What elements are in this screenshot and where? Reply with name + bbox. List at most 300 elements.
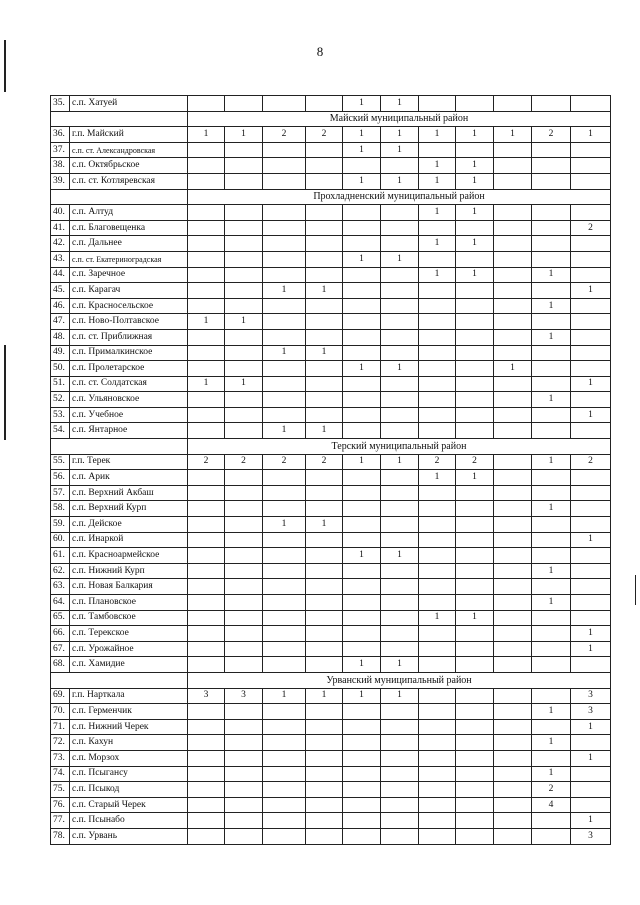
value-cell (456, 579, 494, 595)
settlement-name: с.п. Псынабо (70, 813, 188, 829)
value-cell (494, 407, 532, 423)
value-cell (571, 158, 611, 174)
value-cell (494, 782, 532, 798)
value-cell (494, 236, 532, 252)
district-empty-cell (51, 672, 188, 688)
value-cell (306, 782, 343, 798)
value-cell (263, 641, 306, 657)
value-cell (188, 251, 225, 267)
row-number: 61. (51, 548, 70, 564)
value-cell: 1 (494, 361, 532, 377)
district-header-row (51, 189, 611, 205)
value-cell: 3 (188, 688, 225, 704)
value-cell (306, 485, 343, 501)
value-cell (381, 704, 419, 720)
value-cell (571, 173, 611, 189)
value-cell (188, 595, 225, 611)
value-cell (494, 548, 532, 564)
value-cell: 1 (571, 532, 611, 548)
value-cell (306, 626, 343, 642)
value-cell (263, 267, 306, 283)
value-cell: 1 (571, 813, 611, 829)
value-cell (306, 267, 343, 283)
row-number: 72. (51, 735, 70, 751)
value-cell (494, 142, 532, 158)
value-cell (571, 392, 611, 408)
value-cell (263, 626, 306, 642)
settlement-name: с.п. Дейское (70, 517, 188, 533)
value-cell: 2 (532, 127, 571, 143)
value-cell: 3 (571, 704, 611, 720)
value-cell (456, 595, 494, 611)
value-cell: 2 (571, 454, 611, 470)
district-name: Прохладненский муниципальный район (188, 189, 611, 205)
value-cell (494, 750, 532, 766)
value-cell (381, 236, 419, 252)
value-cell (225, 407, 263, 423)
value-cell (263, 142, 306, 158)
value-cell (188, 501, 225, 517)
value-cell (532, 251, 571, 267)
table-row (51, 127, 611, 143)
value-cell (532, 828, 571, 844)
value-cell (532, 96, 571, 112)
table-row (51, 579, 611, 595)
value-cell (225, 766, 263, 782)
value-cell (188, 719, 225, 735)
value-cell (225, 142, 263, 158)
table-row (51, 595, 611, 611)
value-cell (456, 641, 494, 657)
value-cell (343, 298, 381, 314)
value-cell: 1 (571, 407, 611, 423)
settlement-name: с.п. Герменчик (70, 704, 188, 720)
value-cell: 1 (225, 314, 263, 330)
value-cell: 1 (381, 454, 419, 470)
value-cell (571, 236, 611, 252)
row-number: 68. (51, 657, 70, 673)
row-number: 62. (51, 563, 70, 579)
district-name: Терский муниципальный район (188, 439, 611, 455)
value-cell (456, 766, 494, 782)
table-row (51, 735, 611, 751)
value-cell: 1 (306, 283, 343, 299)
row-number: 51. (51, 376, 70, 392)
value-cell: 1 (456, 267, 494, 283)
value-cell (381, 517, 419, 533)
value-cell (225, 251, 263, 267)
value-cell (225, 735, 263, 751)
value-cell (456, 626, 494, 642)
value-cell (381, 407, 419, 423)
row-number: 46. (51, 298, 70, 314)
value-cell: 1 (571, 283, 611, 299)
value-cell (456, 563, 494, 579)
value-cell (419, 626, 456, 642)
value-cell (306, 392, 343, 408)
value-cell (188, 766, 225, 782)
value-cell (532, 688, 571, 704)
value-cell (419, 517, 456, 533)
settlement-name: с.п. Прималкинское (70, 345, 188, 361)
settlement-name: с.п. Тамбовское (70, 610, 188, 626)
value-cell: 1 (532, 392, 571, 408)
value-cell (456, 501, 494, 517)
value-cell (419, 688, 456, 704)
value-cell (419, 797, 456, 813)
value-cell (306, 236, 343, 252)
value-cell (381, 813, 419, 829)
value-cell: 1 (456, 127, 494, 143)
table-row (51, 657, 611, 673)
value-cell: 1 (532, 563, 571, 579)
value-cell (263, 704, 306, 720)
value-cell (343, 532, 381, 548)
table-row (51, 251, 611, 267)
value-cell (188, 392, 225, 408)
row-number: 57. (51, 485, 70, 501)
value-cell (494, 173, 532, 189)
value-cell: 1 (381, 361, 419, 377)
value-cell (494, 517, 532, 533)
value-cell (306, 641, 343, 657)
settlements-table (50, 95, 611, 845)
district-header-row (51, 111, 611, 127)
value-cell (456, 376, 494, 392)
row-number: 58. (51, 501, 70, 517)
value-cell (571, 735, 611, 751)
value-cell (419, 298, 456, 314)
value-cell: 1 (381, 688, 419, 704)
value-cell: 2 (306, 454, 343, 470)
row-number: 49. (51, 345, 70, 361)
value-cell (456, 797, 494, 813)
value-cell: 3 (225, 688, 263, 704)
row-number: 53. (51, 407, 70, 423)
page-number: 8 (316, 44, 324, 59)
settlement-name: с.п. ст. Александровская (70, 142, 188, 158)
value-cell (456, 485, 494, 501)
value-cell (306, 657, 343, 673)
value-cell: 1 (532, 329, 571, 345)
row-number: 52. (51, 392, 70, 408)
value-cell (419, 813, 456, 829)
settlement-name: с.п. ст. Солдатская (70, 376, 188, 392)
settlement-name: г.п. Майский (70, 127, 188, 143)
value-cell (343, 782, 381, 798)
value-cell (188, 283, 225, 299)
table-row (51, 376, 611, 392)
value-cell (343, 501, 381, 517)
value-cell (532, 517, 571, 533)
value-cell (419, 766, 456, 782)
district-header-row (51, 672, 611, 688)
value-cell: 2 (306, 127, 343, 143)
value-cell (225, 813, 263, 829)
settlement-name: с.п. Октябрьское (70, 158, 188, 174)
value-cell: 1 (419, 470, 456, 486)
table-row (51, 392, 611, 408)
value-cell (532, 610, 571, 626)
value-cell: 2 (263, 127, 306, 143)
table-row (51, 813, 611, 829)
value-cell (571, 298, 611, 314)
value-cell (532, 361, 571, 377)
table-row (51, 517, 611, 533)
value-cell (263, 158, 306, 174)
value-cell: 1 (263, 517, 306, 533)
value-cell (225, 392, 263, 408)
value-cell (343, 314, 381, 330)
value-cell (225, 501, 263, 517)
value-cell (532, 423, 571, 439)
value-cell: 1 (306, 688, 343, 704)
value-cell (188, 298, 225, 314)
value-cell (456, 407, 494, 423)
value-cell: 1 (419, 267, 456, 283)
value-cell (494, 392, 532, 408)
value-cell (419, 828, 456, 844)
value-cell (188, 532, 225, 548)
settlement-name: с.п. Красноармейское (70, 548, 188, 564)
settlement-name: с.п. Янтарное (70, 423, 188, 439)
row-number: 37. (51, 142, 70, 158)
value-cell (494, 96, 532, 112)
value-cell: 1 (381, 548, 419, 564)
value-cell: 1 (306, 345, 343, 361)
value-cell (343, 345, 381, 361)
value-cell (263, 532, 306, 548)
value-cell (263, 719, 306, 735)
value-cell: 1 (494, 127, 532, 143)
row-number: 56. (51, 470, 70, 486)
value-cell (225, 158, 263, 174)
settlement-name: с.п. Алтуд (70, 205, 188, 221)
settlement-name: с.п. Арик (70, 470, 188, 486)
value-cell: 1 (343, 688, 381, 704)
district-empty-cell (51, 439, 188, 455)
value-cell (225, 782, 263, 798)
value-cell (381, 298, 419, 314)
value-cell (343, 205, 381, 221)
table-row (51, 267, 611, 283)
table-row (51, 485, 611, 501)
value-cell: 1 (419, 610, 456, 626)
value-cell (188, 657, 225, 673)
value-cell (532, 485, 571, 501)
table-row (51, 329, 611, 345)
row-number: 50. (51, 361, 70, 377)
value-cell (225, 610, 263, 626)
value-cell (263, 750, 306, 766)
settlement-name: с.п. Дальнее (70, 236, 188, 252)
value-cell (306, 610, 343, 626)
table-row (51, 548, 611, 564)
table-row (51, 470, 611, 486)
row-number: 64. (51, 595, 70, 611)
value-cell (225, 220, 263, 236)
row-number: 47. (51, 314, 70, 330)
value-cell (306, 563, 343, 579)
value-cell: 1 (571, 376, 611, 392)
value-cell (571, 142, 611, 158)
district-empty-cell (51, 111, 188, 127)
value-cell (532, 813, 571, 829)
value-cell (456, 314, 494, 330)
table-body (51, 96, 611, 845)
value-cell (263, 548, 306, 564)
value-cell (263, 96, 306, 112)
value-cell: 2 (188, 454, 225, 470)
value-cell (494, 454, 532, 470)
value-cell (225, 283, 263, 299)
value-cell: 1 (381, 251, 419, 267)
value-cell (225, 595, 263, 611)
table-row (51, 750, 611, 766)
row-number: 59. (51, 517, 70, 533)
value-cell (381, 766, 419, 782)
value-cell (306, 314, 343, 330)
value-cell: 1 (225, 127, 263, 143)
value-cell (494, 610, 532, 626)
value-cell (263, 173, 306, 189)
value-cell (532, 283, 571, 299)
value-cell (188, 407, 225, 423)
value-cell (571, 251, 611, 267)
value-cell (419, 361, 456, 377)
value-cell: 1 (456, 236, 494, 252)
value-cell (263, 563, 306, 579)
settlement-name: с.п. Ульяновское (70, 392, 188, 408)
value-cell (419, 283, 456, 299)
value-cell: 2 (456, 454, 494, 470)
value-cell (381, 532, 419, 548)
value-cell (532, 314, 571, 330)
district-name: Урванский муниципальный район (188, 672, 611, 688)
value-cell (343, 236, 381, 252)
table-row (51, 782, 611, 798)
value-cell (532, 407, 571, 423)
value-cell (306, 766, 343, 782)
value-cell (381, 626, 419, 642)
value-cell (188, 329, 225, 345)
value-cell (263, 361, 306, 377)
value-cell (306, 407, 343, 423)
value-cell (188, 735, 225, 751)
value-cell (343, 517, 381, 533)
value-cell (306, 532, 343, 548)
value-cell (263, 407, 306, 423)
row-number: 65. (51, 610, 70, 626)
value-cell (532, 470, 571, 486)
value-cell (419, 532, 456, 548)
value-cell (188, 173, 225, 189)
value-cell (263, 828, 306, 844)
value-cell: 1 (419, 173, 456, 189)
value-cell (494, 532, 532, 548)
table-row (51, 220, 611, 236)
value-cell (381, 641, 419, 657)
value-cell (188, 563, 225, 579)
value-cell (456, 142, 494, 158)
value-cell (188, 626, 225, 642)
value-cell (225, 579, 263, 595)
row-number: 38. (51, 158, 70, 174)
value-cell (456, 283, 494, 299)
value-cell (571, 267, 611, 283)
scan-edge-mark (4, 345, 6, 440)
settlement-name: с.п. Нижний Курп (70, 563, 188, 579)
value-cell (419, 251, 456, 267)
value-cell (263, 376, 306, 392)
value-cell (188, 205, 225, 221)
value-cell (225, 641, 263, 657)
value-cell (571, 657, 611, 673)
value-cell: 1 (456, 158, 494, 174)
value-cell (419, 719, 456, 735)
value-cell (306, 548, 343, 564)
value-cell (419, 704, 456, 720)
value-cell: 1 (263, 345, 306, 361)
value-cell (456, 423, 494, 439)
value-cell (419, 657, 456, 673)
table-row (51, 345, 611, 361)
value-cell: 1 (263, 688, 306, 704)
value-cell (456, 735, 494, 751)
value-cell: 1 (381, 142, 419, 158)
value-cell (188, 220, 225, 236)
value-cell (381, 828, 419, 844)
row-number: 40. (51, 205, 70, 221)
value-cell (263, 595, 306, 611)
value-cell (532, 376, 571, 392)
value-cell (381, 501, 419, 517)
table-row (51, 719, 611, 735)
settlement-name: с.п. Нижний Черек (70, 719, 188, 735)
value-cell (494, 579, 532, 595)
value-cell (263, 657, 306, 673)
value-cell (419, 96, 456, 112)
settlement-name: с.п. Учебное (70, 407, 188, 423)
value-cell (343, 423, 381, 439)
value-cell (532, 158, 571, 174)
settlement-name: с.п. Морзох (70, 750, 188, 766)
value-cell (419, 750, 456, 766)
value-cell (532, 641, 571, 657)
value-cell (456, 361, 494, 377)
value-cell (419, 407, 456, 423)
value-cell (263, 220, 306, 236)
value-cell: 1 (343, 657, 381, 673)
value-cell (571, 501, 611, 517)
value-cell (419, 392, 456, 408)
value-cell: 1 (571, 719, 611, 735)
value-cell (263, 813, 306, 829)
value-cell (343, 470, 381, 486)
row-number: 44. (51, 267, 70, 283)
value-cell (306, 735, 343, 751)
table-row (51, 626, 611, 642)
value-cell (532, 579, 571, 595)
value-cell (188, 361, 225, 377)
value-cell (419, 329, 456, 345)
value-cell (263, 392, 306, 408)
value-cell: 1 (306, 423, 343, 439)
value-cell (306, 501, 343, 517)
value-cell: 1 (343, 142, 381, 158)
value-cell (343, 392, 381, 408)
value-cell (306, 205, 343, 221)
